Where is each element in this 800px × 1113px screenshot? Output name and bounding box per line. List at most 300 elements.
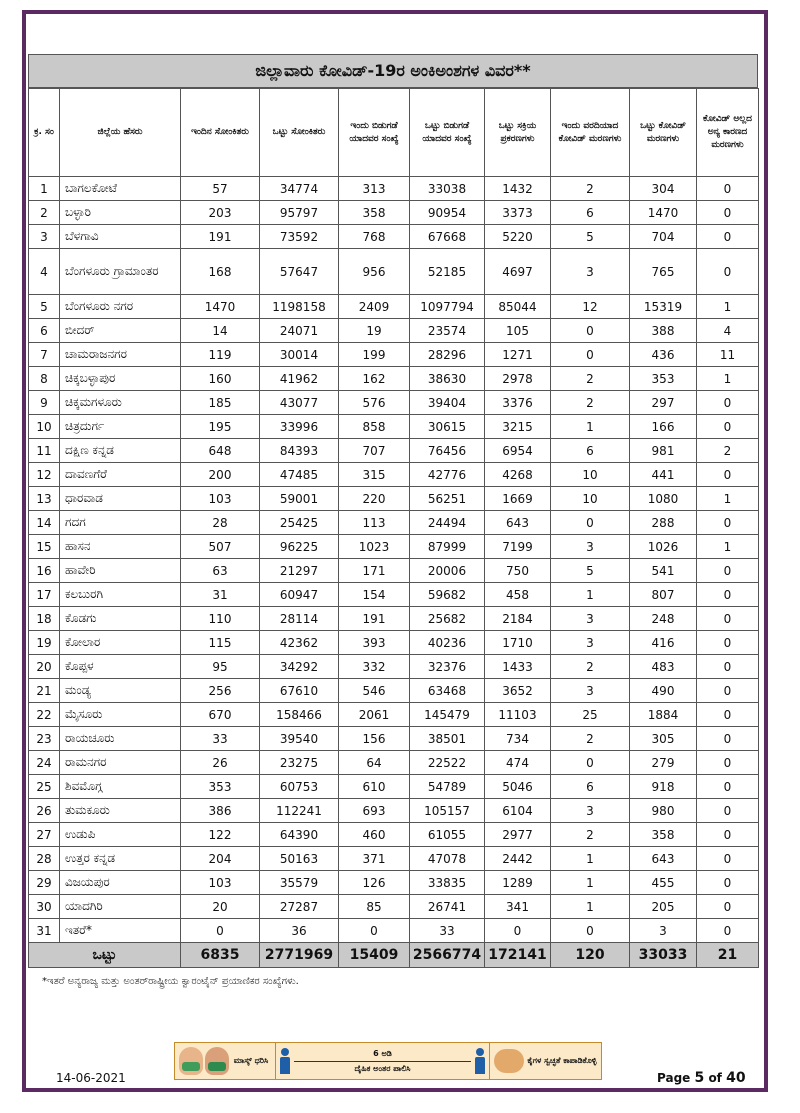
- table-row: [29, 871, 759, 895]
- table-cell: 1198158: [260, 295, 339, 319]
- table-cell: 60947: [260, 583, 339, 607]
- table-row: [29, 367, 759, 391]
- table-cell: 105: [485, 319, 551, 343]
- table-cell: 393: [339, 631, 410, 655]
- table-cell: 297: [630, 391, 697, 415]
- table-cell: 1289: [485, 871, 551, 895]
- table-cell: 1433: [485, 655, 551, 679]
- table-cell: 2: [551, 391, 630, 415]
- table-cell: 0: [551, 343, 630, 367]
- table-cell: 648: [181, 439, 260, 463]
- table-cell: 1097794: [410, 295, 485, 319]
- table-cell: 670: [181, 703, 260, 727]
- person-icon: [280, 1048, 290, 1074]
- table-cell: 42362: [260, 631, 339, 655]
- table-cell: 0: [697, 919, 759, 943]
- table-cell: 0: [697, 751, 759, 775]
- district-name: ರಾಮನಗರ: [60, 751, 181, 775]
- table-cell: 47078: [410, 847, 485, 871]
- table-cell: 33996: [260, 415, 339, 439]
- table-cell: 29: [29, 871, 60, 895]
- table-cell: 5: [29, 295, 60, 319]
- table-cell: 304: [630, 177, 697, 201]
- table-cell: 220: [339, 487, 410, 511]
- table-cell: 0: [697, 823, 759, 847]
- district-name: ಬೀದರ್‌: [60, 319, 181, 343]
- table-cell: 0: [697, 679, 759, 703]
- table-cell: 981: [630, 439, 697, 463]
- table-cell: 0: [697, 895, 759, 919]
- table-row: [29, 177, 759, 201]
- district-name: ಶಿವಮೊಗ್ಗ: [60, 775, 181, 799]
- table-cell: 5046: [485, 775, 551, 799]
- table-cell: 38630: [410, 367, 485, 391]
- table-cell: 1: [697, 367, 759, 391]
- table-cell: 33: [181, 727, 260, 751]
- table-cell: 490: [630, 679, 697, 703]
- table-cell: 25682: [410, 607, 485, 631]
- totals-cell: 2771969: [260, 943, 339, 968]
- table-cell: 28: [29, 847, 60, 871]
- totals-cell: 6835: [181, 943, 260, 968]
- table-row: [29, 343, 759, 367]
- district-name: ಬಾಗಲಕೋಟೆ: [60, 177, 181, 201]
- table-cell: 0: [697, 583, 759, 607]
- district-name: ಚಾಮರಾಜನಗರ: [60, 343, 181, 367]
- table-cell: 39540: [260, 727, 339, 751]
- table-row: [29, 201, 759, 225]
- table-cell: 34292: [260, 655, 339, 679]
- table-cell: 1470: [181, 295, 260, 319]
- column-header: ಇಂದಿನ ಸೋಂಕಿತರು: [181, 89, 260, 177]
- totals-cell: 33033: [630, 943, 697, 968]
- table-row: [29, 727, 759, 751]
- table-cell: 1: [697, 535, 759, 559]
- table-cell: 20006: [410, 559, 485, 583]
- distance-value: 6 ಅಡಿ: [373, 1048, 392, 1058]
- table-cell: 28: [181, 511, 260, 535]
- table-cell: 0: [551, 919, 630, 943]
- totals-cell: 2566774: [410, 943, 485, 968]
- table-row: [29, 679, 759, 703]
- table-cell: 26: [181, 751, 260, 775]
- table-cell: 0: [697, 559, 759, 583]
- table-cell: 60753: [260, 775, 339, 799]
- table-cell: 1432: [485, 177, 551, 201]
- table-cell: 10: [551, 463, 630, 487]
- table-cell: 156: [339, 727, 410, 751]
- table-cell: 1: [551, 847, 630, 871]
- table-cell: 1710: [485, 631, 551, 655]
- table-row: [29, 225, 759, 249]
- column-header: ಒಟ್ಟು ಸಕ್ರಿಯ ಪ್ರಕರಣಗಳು: [485, 89, 551, 177]
- table-cell: 750: [485, 559, 551, 583]
- table-cell: 0: [697, 511, 759, 535]
- table-cell: 36: [260, 919, 339, 943]
- table-cell: 441: [630, 463, 697, 487]
- table-row: [29, 703, 759, 727]
- column-header: ಇಂದು ಬಿಡುಗಡೆ ಯಾದವರ ಸಂಖ್ಯೆ: [339, 89, 410, 177]
- table-cell: 16: [29, 559, 60, 583]
- table-cell: 61055: [410, 823, 485, 847]
- table-cell: 119: [181, 343, 260, 367]
- table-cell: 9: [29, 391, 60, 415]
- table-cell: 195: [181, 415, 260, 439]
- table-cell: 27287: [260, 895, 339, 919]
- page-number: Page 5 of 40: [657, 1070, 746, 1086]
- table-cell: 21: [29, 679, 60, 703]
- table-cell: 21297: [260, 559, 339, 583]
- table-cell: 87999: [410, 535, 485, 559]
- district-name: ಹಾಸನ: [60, 535, 181, 559]
- table-cell: 4268: [485, 463, 551, 487]
- covid-stats-table: [28, 88, 759, 968]
- table-cell: 95797: [260, 201, 339, 225]
- report-date: 14-06-2021: [56, 1071, 126, 1085]
- column-header: ಜಿಲ್ಲೆಯ ಹೆಸರು: [60, 89, 181, 177]
- table-cell: 64390: [260, 823, 339, 847]
- table-cell: 63: [181, 559, 260, 583]
- table-cell: 610: [339, 775, 410, 799]
- table-cell: 576: [339, 391, 410, 415]
- table-cell: 64: [339, 751, 410, 775]
- table-cell: 1: [29, 177, 60, 201]
- masked-face-icon: [179, 1047, 203, 1075]
- table-cell: 11: [697, 343, 759, 367]
- table-row: [29, 751, 759, 775]
- table-cell: 1: [697, 487, 759, 511]
- table-cell: 980: [630, 799, 697, 823]
- table-cell: 2061: [339, 703, 410, 727]
- table-cell: 332: [339, 655, 410, 679]
- table-cell: 57: [181, 177, 260, 201]
- table-cell: 56251: [410, 487, 485, 511]
- column-header: ಒಟ್ಟು ಸೋಂಕಿತರು: [260, 89, 339, 177]
- totals-cell: 120: [551, 943, 630, 968]
- safety-banner: [174, 1042, 602, 1080]
- table-cell: 358: [630, 823, 697, 847]
- table-cell: 313: [339, 177, 410, 201]
- table-cell: 436: [630, 343, 697, 367]
- table-cell: 113: [339, 511, 410, 535]
- district-name: ಉತ್ತರ ಕನ್ನಡ: [60, 847, 181, 871]
- table-cell: 13: [29, 487, 60, 511]
- handwash-segment: [490, 1043, 601, 1079]
- table-cell: 28114: [260, 607, 339, 631]
- table-row: [29, 511, 759, 535]
- table-row: [29, 919, 759, 943]
- table-cell: 6: [551, 775, 630, 799]
- table-cell: 0: [697, 201, 759, 225]
- table-cell: 7: [29, 343, 60, 367]
- table-cell: 67668: [410, 225, 485, 249]
- table-row: [29, 895, 759, 919]
- table-cell: 31: [181, 583, 260, 607]
- table-cell: 4: [29, 249, 60, 295]
- table-cell: 59001: [260, 487, 339, 511]
- table-cell: 171: [339, 559, 410, 583]
- table-cell: 12: [551, 295, 630, 319]
- table-cell: 455: [630, 871, 697, 895]
- table-cell: 7199: [485, 535, 551, 559]
- table-cell: 34774: [260, 177, 339, 201]
- district-name: ಯಾದಗಿರಿ: [60, 895, 181, 919]
- table-cell: 10: [551, 487, 630, 511]
- table-cell: 2978: [485, 367, 551, 391]
- table-cell: 0: [697, 415, 759, 439]
- table-cell: 30615: [410, 415, 485, 439]
- totals-row: [29, 943, 759, 968]
- table-cell: 765: [630, 249, 697, 295]
- table-cell: 191: [339, 607, 410, 631]
- table-cell: 103: [181, 487, 260, 511]
- table-cell: 546: [339, 679, 410, 703]
- table-cell: 31: [29, 919, 60, 943]
- table-cell: 256: [181, 679, 260, 703]
- table-cell: 26741: [410, 895, 485, 919]
- table-cell: 30: [29, 895, 60, 919]
- table-cell: 3: [630, 919, 697, 943]
- table-cell: 50163: [260, 847, 339, 871]
- table-cell: 14: [181, 319, 260, 343]
- column-header: ಕೋವಿಡ್‌ ಅಲ್ಲದ ಅನ್ಯ ಕಾರಣದ ಮರಣಗಳು: [697, 89, 759, 177]
- table-cell: 3: [551, 679, 630, 703]
- table-cell: 807: [630, 583, 697, 607]
- table-cell: 1: [551, 583, 630, 607]
- table-row: [29, 439, 759, 463]
- table-cell: 54789: [410, 775, 485, 799]
- table-cell: 3: [29, 225, 60, 249]
- header-row: [29, 89, 759, 177]
- table-cell: 110: [181, 607, 260, 631]
- table-cell: 126: [339, 871, 410, 895]
- totals-cell: 15409: [339, 943, 410, 968]
- footnote: *ಇತರೆ ಅನ್ಯರಾಜ್ಯ ಮತ್ತು ಅಂತರ್‌ರಾಷ್ಟ್ರೀಯ ಕ್ವಾರಂಟೈನ್‌ ಪ್ರಯಾಣಿಕರ ಸಂಖ್ಯೆಗಳು.: [42, 976, 299, 987]
- table-cell: 315: [339, 463, 410, 487]
- table-cell: 3: [551, 607, 630, 631]
- district-name: ಬೆಳಗಾವಿ: [60, 225, 181, 249]
- table-cell: 5: [551, 559, 630, 583]
- table-cell: 305: [630, 727, 697, 751]
- table-cell: 22: [29, 703, 60, 727]
- table-cell: 76456: [410, 439, 485, 463]
- table-cell: 38501: [410, 727, 485, 751]
- table-row: [29, 607, 759, 631]
- table-cell: 707: [339, 439, 410, 463]
- table-cell: 73592: [260, 225, 339, 249]
- table-cell: 0: [551, 511, 630, 535]
- table-cell: 6: [551, 201, 630, 225]
- district-name: ತುಮಕೂರು: [60, 799, 181, 823]
- table-cell: 541: [630, 559, 697, 583]
- table-cell: 1026: [630, 535, 697, 559]
- table-cell: 0: [697, 391, 759, 415]
- table-cell: 41962: [260, 367, 339, 391]
- table-cell: 0: [697, 631, 759, 655]
- table-cell: 4: [697, 319, 759, 343]
- table-cell: 25: [551, 703, 630, 727]
- column-header: ಇಂದು ವರದಿಯಾದ ಕೋವಿಡ್‌ ಮರಣಗಳು: [551, 89, 630, 177]
- district-name: ಕಲಬುರಗಿ: [60, 583, 181, 607]
- table-cell: 23: [29, 727, 60, 751]
- table-cell: 8: [29, 367, 60, 391]
- district-name: ದಕ್ಷಿಣ ಕನ್ನಡ: [60, 439, 181, 463]
- table-cell: 52185: [410, 249, 485, 295]
- table-cell: 168: [181, 249, 260, 295]
- distance-note: ದೈಹಿಕ ಅಂತರ ಪಾಲಿಸಿ: [354, 1063, 411, 1073]
- distance-segment: [276, 1043, 490, 1079]
- table-cell: 0: [697, 727, 759, 751]
- district-name: ಕೋಲಾರ: [60, 631, 181, 655]
- table-cell: 12: [29, 463, 60, 487]
- table-cell: 24071: [260, 319, 339, 343]
- mask-segment: [175, 1043, 276, 1079]
- district-name: ಧಾರವಾಡ: [60, 487, 181, 511]
- table-cell: 0: [697, 463, 759, 487]
- table-cell: 1884: [630, 703, 697, 727]
- table-cell: 0: [697, 799, 759, 823]
- table-cell: 17: [29, 583, 60, 607]
- table-cell: 15319: [630, 295, 697, 319]
- table-cell: 24494: [410, 511, 485, 535]
- table-cell: 1: [551, 895, 630, 919]
- table-row: [29, 249, 759, 295]
- table-cell: 0: [697, 847, 759, 871]
- table-cell: 2: [551, 655, 630, 679]
- table-cell: 23574: [410, 319, 485, 343]
- table-cell: 154: [339, 583, 410, 607]
- table-cell: 42776: [410, 463, 485, 487]
- column-header: ಕ್ರ. ಸಂ: [29, 89, 60, 177]
- table-cell: 0: [339, 919, 410, 943]
- table-cell: 3652: [485, 679, 551, 703]
- table-cell: 18: [29, 607, 60, 631]
- table-cell: 358: [339, 201, 410, 225]
- table-cell: 3215: [485, 415, 551, 439]
- district-name: ಉಡುಪಿ: [60, 823, 181, 847]
- table-cell: 353: [181, 775, 260, 799]
- table-cell: 85044: [485, 295, 551, 319]
- table-cell: 0: [551, 319, 630, 343]
- table-cell: 160: [181, 367, 260, 391]
- table-cell: 858: [339, 415, 410, 439]
- table-cell: 185: [181, 391, 260, 415]
- person-icon: [475, 1048, 485, 1074]
- distance-arrow-icon: [294, 1061, 471, 1062]
- table-cell: 10: [29, 415, 60, 439]
- table-cell: 1669: [485, 487, 551, 511]
- district-name: ಬಳ್ಳಾರಿ: [60, 201, 181, 225]
- table-row: [29, 583, 759, 607]
- district-name: ಕೊಪ್ಪಳ: [60, 655, 181, 679]
- table-cell: 6: [551, 439, 630, 463]
- table-cell: 248: [630, 607, 697, 631]
- table-cell: 0: [551, 751, 630, 775]
- mask-text: ಮಾಸ್ಕ್ ಧರಿಸಿ: [233, 1056, 269, 1065]
- table-cell: 5: [551, 225, 630, 249]
- table-cell: 57647: [260, 249, 339, 295]
- table-row: [29, 319, 759, 343]
- table-cell: 105157: [410, 799, 485, 823]
- table-cell: 20: [29, 655, 60, 679]
- table-cell: 768: [339, 225, 410, 249]
- table-cell: 2: [551, 823, 630, 847]
- table-cell: 6104: [485, 799, 551, 823]
- table-cell: 386: [181, 799, 260, 823]
- table-cell: 704: [630, 225, 697, 249]
- table-cell: 371: [339, 847, 410, 871]
- district-name: ಗದಗ: [60, 511, 181, 535]
- table-cell: 59682: [410, 583, 485, 607]
- table-row: [29, 415, 759, 439]
- table-cell: 0: [697, 607, 759, 631]
- table-cell: 734: [485, 727, 551, 751]
- table-cell: 28296: [410, 343, 485, 367]
- handwash-text: ಕೈಗಳ ಸ್ವಚ್ಛತೆ ಕಾಪಾಡಿಕೊಳ್ಳಿ: [527, 1056, 597, 1065]
- table-cell: 3: [551, 535, 630, 559]
- table-cell: 122: [181, 823, 260, 847]
- table-cell: 279: [630, 751, 697, 775]
- table-row: [29, 631, 759, 655]
- table-cell: 1: [551, 871, 630, 895]
- table-cell: 204: [181, 847, 260, 871]
- table-cell: 40236: [410, 631, 485, 655]
- table-cell: 3: [551, 631, 630, 655]
- table-cell: 918: [630, 775, 697, 799]
- table-cell: 416: [630, 631, 697, 655]
- table-cell: 158466: [260, 703, 339, 727]
- table-cell: 643: [630, 847, 697, 871]
- district-name: ಮೈಸೂರು: [60, 703, 181, 727]
- table-row: [29, 775, 759, 799]
- table-cell: 39404: [410, 391, 485, 415]
- table-cell: 199: [339, 343, 410, 367]
- table-cell: 460: [339, 823, 410, 847]
- table-cell: 956: [339, 249, 410, 295]
- table-cell: 3: [551, 799, 630, 823]
- table-cell: 2: [551, 727, 630, 751]
- district-name: ರಾಯಚೂರು: [60, 727, 181, 751]
- table-row: [29, 535, 759, 559]
- table-cell: 341: [485, 895, 551, 919]
- table-cell: 3: [551, 249, 630, 295]
- table-cell: 203: [181, 201, 260, 225]
- handwash-icon: [494, 1049, 524, 1073]
- table-cell: 1023: [339, 535, 410, 559]
- table-cell: 24: [29, 751, 60, 775]
- table-cell: 43077: [260, 391, 339, 415]
- table-cell: 483: [630, 655, 697, 679]
- table-cell: 2: [551, 177, 630, 201]
- table-row: [29, 391, 759, 415]
- table-cell: 67610: [260, 679, 339, 703]
- table-row: [29, 823, 759, 847]
- district-name: ಚಿಕ್ಕಮಗಳೂರು: [60, 391, 181, 415]
- totals-cell: 21: [697, 943, 759, 968]
- table-cell: 11: [29, 439, 60, 463]
- table-cell: 6: [29, 319, 60, 343]
- table-cell: 2442: [485, 847, 551, 871]
- district-name: ಇತರೆ*: [60, 919, 181, 943]
- table-cell: 191: [181, 225, 260, 249]
- table-title: ಜಿಲ್ಲಾವಾರು ಕೋವಿಡ್‌-19ರ ಅಂಕಿಅಂಶಗಳ ವಿವರ**: [28, 54, 758, 88]
- table-cell: 0: [697, 775, 759, 799]
- table-cell: 388: [630, 319, 697, 343]
- table-cell: 32376: [410, 655, 485, 679]
- table-cell: 85: [339, 895, 410, 919]
- table-cell: 1271: [485, 343, 551, 367]
- table-cell: 96225: [260, 535, 339, 559]
